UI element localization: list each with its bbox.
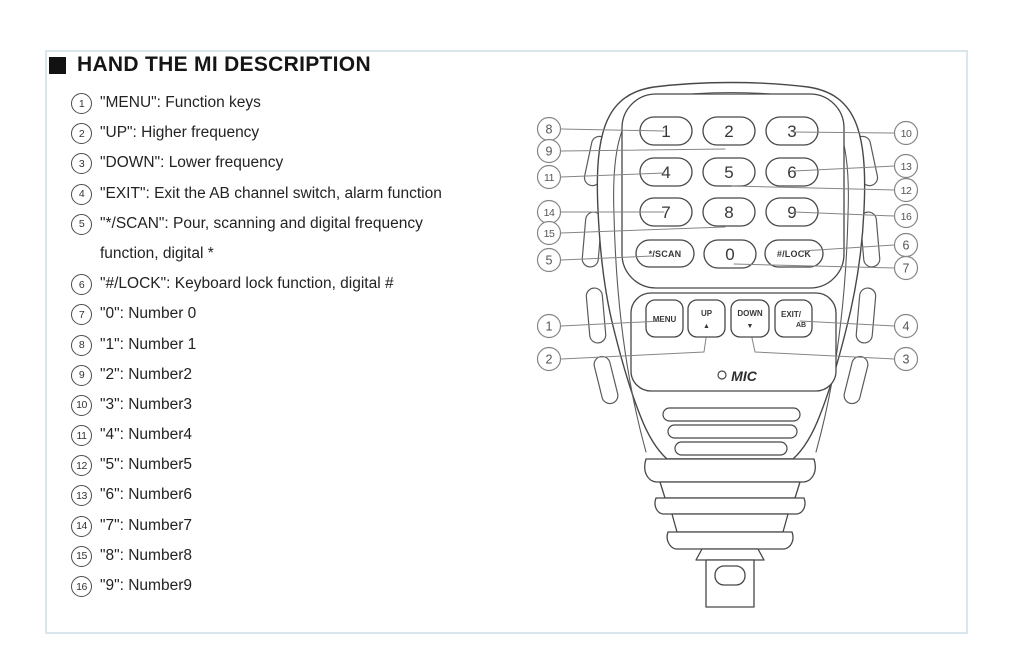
callout-4: 4 xyxy=(902,319,910,334)
circled-number: 11 xyxy=(71,425,92,446)
legend-item xyxy=(71,209,531,269)
key-4-label: 4 xyxy=(661,163,671,182)
page-title: HAND THE MI DESCRIPTION xyxy=(77,53,371,76)
circled-number: 12 xyxy=(71,455,92,476)
legend-item xyxy=(71,148,531,178)
key-7-label: 7 xyxy=(661,203,671,222)
circled-number: 1 xyxy=(71,93,92,114)
circled-number: 10 xyxy=(71,395,92,416)
legend-item xyxy=(71,118,531,148)
down-button xyxy=(731,300,769,337)
callout-16: 16 xyxy=(900,211,912,223)
key-6-label: 6 xyxy=(787,163,797,182)
legend-item xyxy=(71,299,531,329)
circled-number: 4 xyxy=(71,184,92,205)
strain-relief-stack xyxy=(645,459,816,607)
circled-number: 16 xyxy=(71,576,92,597)
legend-item xyxy=(71,541,531,571)
circled-number: 15 xyxy=(71,546,92,567)
legend-text: "2": Number2 xyxy=(100,365,192,383)
callout-8: 8 xyxy=(545,122,553,137)
menu-label: MENU xyxy=(652,315,677,324)
callout-9: 9 xyxy=(545,144,553,159)
legend-item xyxy=(71,511,531,541)
legend-text xyxy=(100,209,423,269)
mic-hole-icon xyxy=(718,371,726,379)
legend-item xyxy=(71,88,531,118)
legend-text: "#/LOCK": Keyboard lock function, digital # xyxy=(100,275,394,293)
legend-item xyxy=(71,571,531,601)
callout-11: 11 xyxy=(544,172,554,184)
circled-number: 3 xyxy=(71,153,92,174)
callout-2: 2 xyxy=(545,352,553,367)
circled-number: 13 xyxy=(71,485,92,506)
callout-6: 6 xyxy=(902,238,910,253)
circled-number: 8 xyxy=(71,335,92,356)
circled-number: 2 xyxy=(71,123,92,144)
callout-14: 14 xyxy=(543,207,555,219)
key-2-label: 2 xyxy=(724,122,734,141)
callout-1: 1 xyxy=(545,319,553,334)
callout-13: 13 xyxy=(900,161,912,173)
callout-12: 12 xyxy=(900,185,912,197)
legend-item xyxy=(71,269,531,299)
speaker-slots xyxy=(663,408,800,455)
mic-label: MIC xyxy=(731,368,757,384)
legend-list xyxy=(71,88,531,601)
callout-10: 10 xyxy=(900,128,912,140)
circled-number: 9 xyxy=(71,365,92,386)
legend-text: "9": Number9 xyxy=(100,577,192,595)
circled-number: 5 xyxy=(71,214,92,235)
legend-text: "0": Number 0 xyxy=(100,305,197,323)
exit-label: EXIT/ xyxy=(780,310,802,319)
key-9-label: 9 xyxy=(787,203,797,222)
legend-text-line2: function, digital * xyxy=(100,244,214,262)
legend-item xyxy=(71,420,531,450)
key-0-label: 0 xyxy=(725,245,735,264)
up-button xyxy=(688,300,725,337)
callout-7: 7 xyxy=(902,261,910,276)
legend-text: "MENU": Function keys xyxy=(100,94,261,111)
exit-ab-sub-label: AB xyxy=(795,322,807,329)
key-8-label: 8 xyxy=(724,203,734,222)
legend-text: "UP": Higher frequency xyxy=(100,124,260,142)
legend-text-line1: "*/SCAN": Pour, scanning and digital frequency xyxy=(100,214,423,232)
up-arrow-icon: ▲ xyxy=(703,323,710,330)
legend-text: "4": Number4 xyxy=(100,426,192,444)
legend-item xyxy=(71,330,531,360)
section-header xyxy=(49,53,371,77)
square-bullet-icon xyxy=(49,57,66,74)
legend-text: "EXIT": Exit the AB channel switch, alarm function xyxy=(100,184,442,202)
legend-text: "7": Number7 xyxy=(100,516,192,534)
up-label: UP xyxy=(700,309,713,318)
down-arrow-icon: ▼ xyxy=(746,323,754,330)
key-lock-label: #/LOCK xyxy=(776,249,812,259)
connector-hole xyxy=(715,566,745,585)
callout-15: 15 xyxy=(543,228,555,240)
microphone-diagram xyxy=(520,74,980,624)
legend-item xyxy=(71,450,531,480)
legend-item xyxy=(71,390,531,420)
legend-text: "8": Number8 xyxy=(100,546,192,564)
legend-item xyxy=(71,360,531,390)
legend-text: "6": Number6 xyxy=(100,486,192,504)
key-5-label: 5 xyxy=(724,163,734,182)
legend-text: "3": Number3 xyxy=(100,395,192,413)
legend-item xyxy=(71,480,531,510)
callout-5: 5 xyxy=(545,253,553,268)
legend-text: "1": Number 1 xyxy=(100,335,197,353)
down-label: DOWN xyxy=(737,309,763,318)
key-3-label: 3 xyxy=(787,122,797,141)
callout-3: 3 xyxy=(902,352,910,367)
circled-number: 6 xyxy=(71,274,92,295)
legend-text: "5": Number5 xyxy=(100,456,192,474)
legend-text: "DOWN": Lower frequency xyxy=(100,154,284,172)
key-1-label: 1 xyxy=(661,122,671,141)
legend-item xyxy=(71,179,531,209)
key-scan-label: */SCAN xyxy=(648,249,682,259)
circled-number: 7 xyxy=(71,304,92,325)
circled-number: 14 xyxy=(71,516,92,537)
